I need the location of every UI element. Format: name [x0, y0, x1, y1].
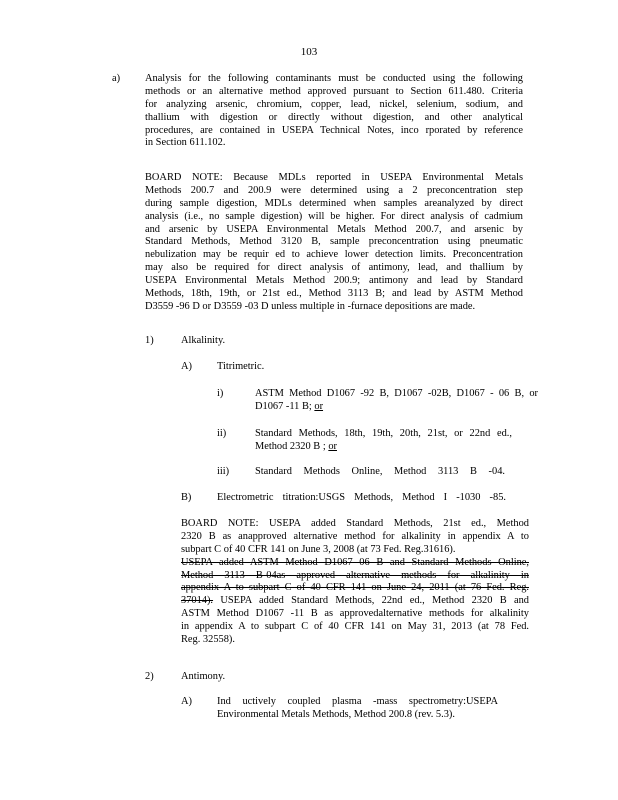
text-line: D3559 -96 D or D3559 -03 D unless multiple in -furnace depositions are made.	[145, 300, 476, 312]
text-line: in appendix A to subpart C of 40 CFR 141 on May 31, 2013 (at 78 Fed.	[181, 621, 529, 633]
text-line: Reg. 32558).	[181, 634, 235, 646]
item-1-label: 1)	[145, 335, 154, 346]
item-1A-label: A)	[181, 361, 192, 372]
item-1Ai-text: ASTM Method D1067 -92 B, D1067 -02B, D1067 - 06 B, or D1067 -11 B; or	[255, 388, 538, 412]
text-line: ASTM Method D1067 -11 B as approvedalternative methods for alkalinity	[181, 608, 529, 620]
text-line: methods or an alternative method approved pursuant to Section 611.480. Criteria	[145, 85, 523, 97]
item-2A-label: A)	[181, 696, 192, 707]
item-1Aiii-label: iii)	[217, 466, 230, 477]
struck-text-line: Method 3113 B-04as approved alternative methods for alkalinity in	[181, 569, 529, 581]
item-1-heading: Alkalinity.	[181, 335, 226, 346]
item-1Aiii-text: Standard Methods Online, Method 3113 B -04.	[255, 466, 505, 477]
text-line: during sample digestion, MDLs determined when samples areanalyzed by direct	[145, 197, 523, 209]
text-line: subpart C of 40 CFR 141 on June 3, 2008 (at 73 Fed. Reg.31616).	[181, 543, 456, 555]
text-line: Methods, 18th, 19th, or 21st ed., Method 3113 B; and lead by ASTM Method	[145, 288, 523, 300]
struck-tail: 37014).	[181, 595, 214, 607]
item-1A-heading: Titrimetric.	[217, 361, 265, 372]
text-line: 2320 B as anapproved alternative method for alkalinity in appendix A to	[181, 530, 529, 542]
item-1B-label: B)	[181, 492, 192, 503]
item-1B-text: Electrometric titration:USGS Methods, Method I -1030 -85.	[217, 492, 506, 503]
text-line: for analyzing arsenic, chromium, copper, lead, nickel, selenium, sodium, and	[145, 98, 523, 110]
mixed-text-line	[181, 595, 529, 608]
text-line: Methods 200.7 and 200.9 were determined using a 2 preconcentration step	[145, 184, 523, 196]
item-2A-text: Ind uctively coupled plasma -mass spectrometry:USEPA Environmental Metals Methods, Method 200.8 (rev. 5.3).	[217, 696, 498, 720]
page-number: 103	[300, 46, 318, 58]
text-line: Standard Methods, Method 3120 B, sample preconcentration using pneumatic	[145, 236, 523, 248]
text-line: BOARD NOTE: Because MDLs reported in USEPA Environmental Metals	[145, 172, 523, 183]
text-line: may also be required for direct analysis of antimony, lead, and thallium by	[145, 262, 523, 274]
item-a-paragraph	[145, 73, 523, 150]
board-note-2	[181, 518, 529, 647]
item-1Aii-label: ii)	[217, 428, 227, 439]
text-line: Analysis for the following contaminants must be conducted using the following	[145, 73, 523, 84]
struck-text-line: USEPA added ASTM Method D1067 06 B and Standard Methods Online,	[181, 556, 529, 568]
item-2-heading: Antimony.	[181, 671, 226, 682]
text-line: USEPA Environmental Metals Method 200.9; antimony and lead by Standard	[145, 275, 523, 287]
text-line: nebulization may be requir ed to achieve lower detection limits. Preconcentration	[145, 249, 523, 261]
text-line: thallium with digestion or directly without digestion, and other analytical	[145, 111, 523, 123]
inserted-or: or	[328, 440, 337, 452]
inserted-or: or	[314, 400, 324, 412]
text-line: BOARD NOTE: USEPA added Standard Methods, 21st ed., Method	[181, 518, 529, 529]
text-line: and arsenic by USEPA Environmental Metals Method 200.7, and arsenic by	[145, 223, 523, 235]
text-line: procedures, are contained in USEPA Technical Notes, inco rporated by reference	[145, 124, 523, 136]
text-fragment: USEPA added Standard Methods, 22nd ed., Method 2320 B and	[213, 595, 529, 607]
board-note-1	[145, 172, 523, 314]
item-1Ai-label: i)	[217, 388, 224, 399]
struck-text-line: appendix A to subpart C of 40 CFR 141 on June 24, 2011 (at 76 Fed. Reg.	[181, 582, 529, 594]
text-line: in Section 611.102.	[145, 137, 226, 149]
item-2-label: 2)	[145, 671, 154, 682]
item-a-label: a)	[112, 73, 121, 84]
item-1Aii-text: Standard Methods, 18th, 19th, 20th, 21st, or 22nd ed., Method 2320 B ; or	[255, 428, 512, 452]
text-line: analysis (i.e., no sample digestion) will be higher. For direct analysis of cadmium	[145, 210, 523, 222]
